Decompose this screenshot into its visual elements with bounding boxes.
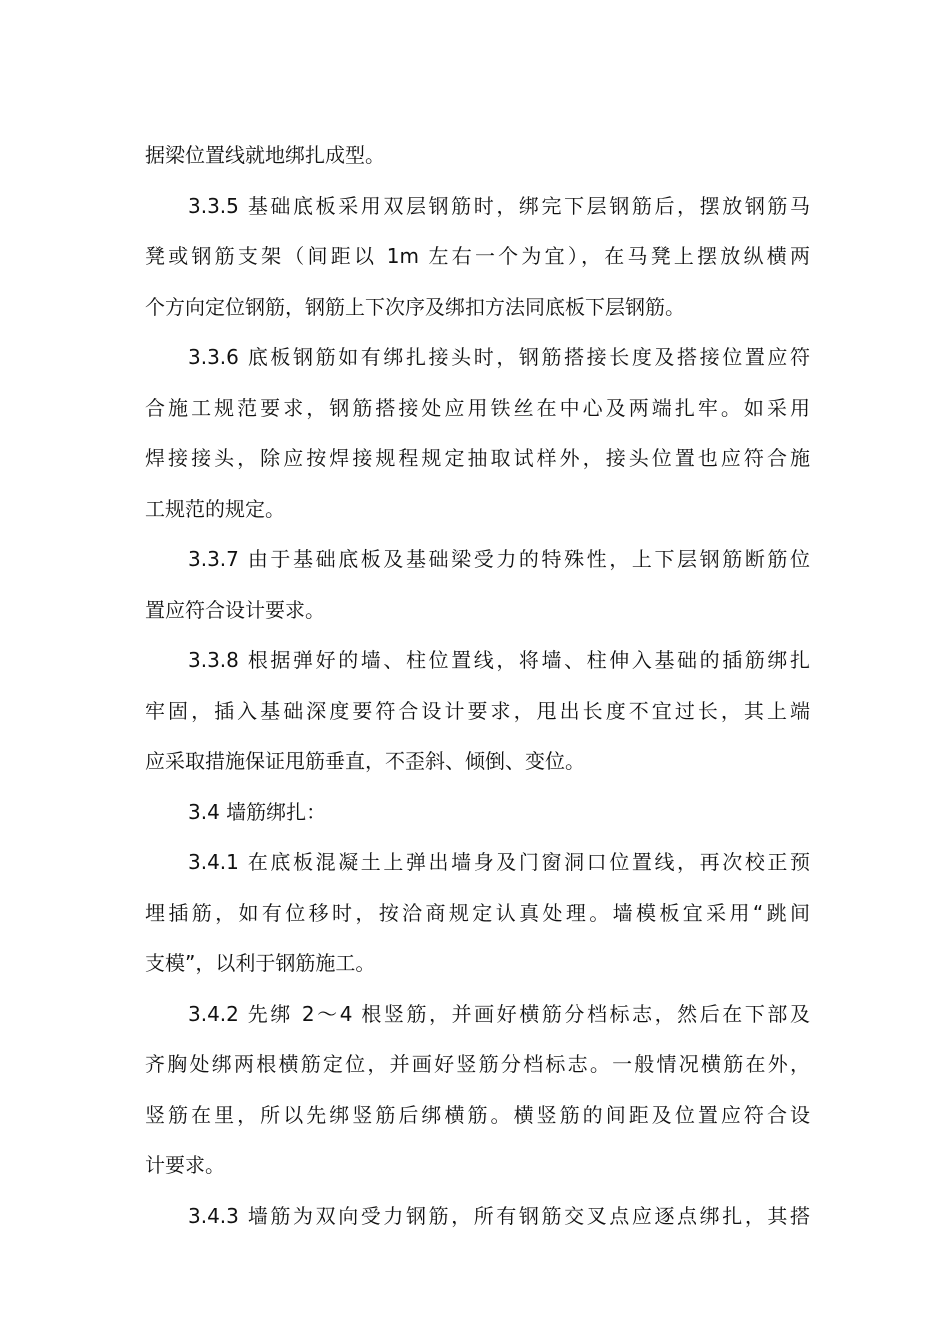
text-line: 3.3.8 根据弹好的墙、柱位置线，将墙、柱伸入基础的插筋绑扎: [188, 648, 810, 672]
text-line: 3.4.3 墙筋为双向受力钢筋，所有钢筋交叉点应逐点绑扎，其搭: [188, 1203, 810, 1228]
text-line: 据梁位置线就地绑扎成型。: [145, 143, 385, 167]
text-line: 牢固，插入基础深度要符合设计要求，甩出长度不宜过长，其上端: [145, 698, 810, 723]
document-body: [145, 130, 810, 1241]
text-line: 埋插筋，如有位移时，按洽商规定认真处理。墙模板宜采用“跳间: [145, 900, 810, 925]
text-line: 置应符合设计要求。: [145, 597, 325, 622]
text-line: 个方向定位钢筋，钢筋上下次序及绑扣方法同底板下层钢筋。: [145, 294, 685, 319]
text-line: 合施工规范要求，钢筋搭接处应用铁丝在中心及两端扎牢。如采用: [145, 395, 810, 420]
text-line: 3.3.5 基础底板采用双层钢筋时，绑完下层钢筋后，摆放钢筋马: [188, 193, 810, 218]
text-line: 焊接接头，除应按焊接规程规定抽取试样外，接头位置也应符合施: [145, 446, 810, 470]
text-line: 应采取措施保证甩筋垂直，不歪斜、倾倒、变位。: [145, 749, 585, 773]
text-line: 3.4.1 在底板混凝土上弹出墙身及门窗洞口位置线，再次校正预: [188, 850, 810, 874]
text-line: 3.4 墙筋绑扎：: [188, 799, 327, 824]
text-line: 竖筋在里，所以先绑竖筋后绑横筋。横竖筋的间距及位置应符合设: [145, 1102, 810, 1127]
text-line: 齐胸处绑两根横筋定位，并画好竖筋分档标志。一般情况横筋在外，: [145, 1052, 810, 1076]
text-line: 支模”，以利于钢筋施工。: [145, 951, 376, 975]
text-line: 计要求。: [145, 1153, 225, 1177]
text-line: 凳或钢筋支架（间距以 1m 左右一个为宜），在马凳上摆放纵横两: [145, 244, 810, 268]
text-line: 工规范的规定。: [145, 496, 285, 521]
text-line: 3.3.7 由于基础底板及基础梁受力的特殊性，上下层钢筋断筋位: [188, 547, 810, 571]
text-line: 3.4.2 先绑 2～4 根竖筋，并画好横筋分档标志，然后在下部及: [188, 1001, 810, 1026]
text-line: 3.3.6 底板钢筋如有绑扎接头时，钢筋搭接长度及搭接位置应符: [188, 345, 810, 369]
